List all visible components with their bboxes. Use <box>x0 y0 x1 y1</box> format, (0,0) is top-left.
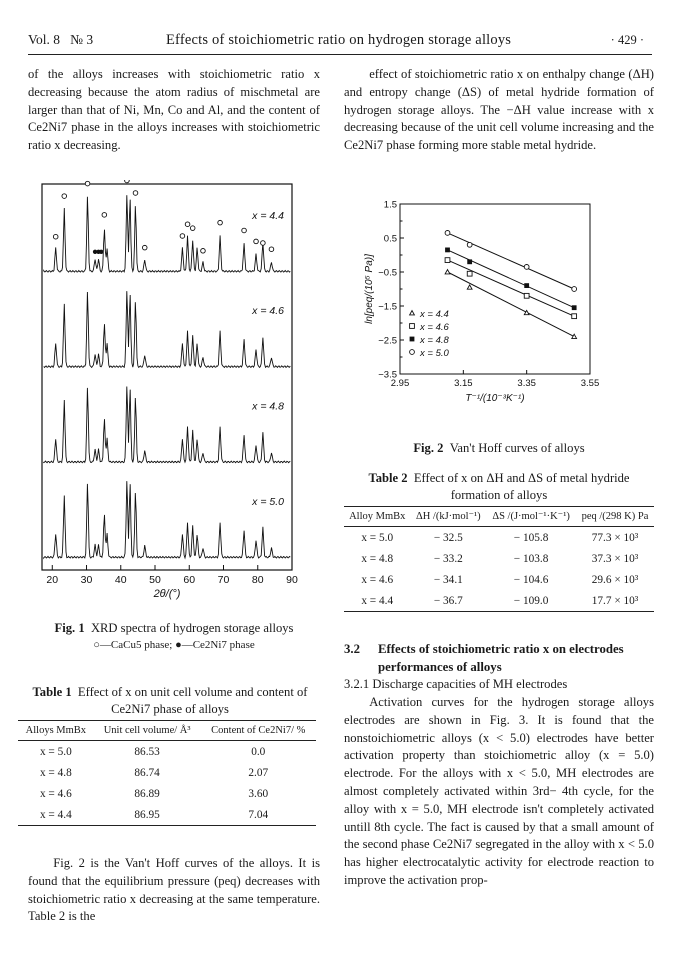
cacu5-phase-marker <box>133 191 138 196</box>
t2-header: Alloy MmBx <box>344 507 410 527</box>
xrd-spectra-figure <box>30 180 310 600</box>
data-point-open-circle <box>524 265 529 270</box>
y-tick-label: −3.5 <box>378 369 397 381</box>
data-point-filled-square <box>445 248 450 253</box>
section-heading: 3.2 Effects of stoichiometric ratio x on electrodes performances of alloys <box>344 642 624 674</box>
xrd-x-tick-label: 20 <box>46 574 59 586</box>
legend-entry: x = 4.4 <box>420 309 449 320</box>
xrd-x-tick-label: 90 <box>286 574 298 586</box>
table2 <box>344 506 654 612</box>
cacu5-phase-marker <box>218 220 223 225</box>
cacu5-phase-marker <box>201 249 206 254</box>
cacu5-phase-marker <box>53 234 58 239</box>
y-tick-label: 0.5 <box>383 233 397 245</box>
cacu5-phase-marker <box>185 222 190 227</box>
data-point-open-square <box>445 258 450 263</box>
xrd-x-tick-label: 40 <box>114 574 127 586</box>
data-point-triangle <box>445 270 450 274</box>
table-row: x = 4.6 86.89 3.60 <box>39 787 269 800</box>
running-title: Effects of stoichiometric ratio on hydrogen storage alloys <box>166 32 512 48</box>
table-row: x = 4.4 − 36.7 − 109.0 17.7 × 10³ <box>344 590 654 612</box>
table-row: x = 4.6 − 34.1 − 104.6 29.6 × 10³ <box>361 573 639 586</box>
running-header <box>28 30 652 55</box>
t1-header: Alloys MmBx <box>18 721 94 741</box>
t1-header: Content of Ce2Ni7/ % <box>201 721 316 741</box>
data-point-open-square <box>524 293 529 298</box>
cacu5-phase-marker <box>242 228 247 233</box>
cacu5-phase-marker <box>269 247 274 252</box>
xrd-trace-label: x = 5.0 <box>252 495 284 508</box>
legend-entry: x = 4.6 <box>420 322 449 333</box>
series-line <box>448 250 575 308</box>
xrd-x-axis-label: 2θ/(°) <box>153 588 181 600</box>
left-column-bottom-text: Fig. 2 is the Van't Hoff curves of the alloys. It is found that the equilibrium pressure (peq) decreases with stoichiometric ratio x decreasing at the same temperature. Table 2 is the <box>28 856 320 924</box>
right-column-bottom-text: Activation curves for the hydrogen storage alloys electrodes are shown in Fig. 3. It is found that the nonstoichiometric alloys (x < 5.0) electrodes have better activation property than stoichiometric alloy (x = 5.0) electrode. For the alloys with x < 5.0, MH electrodes are almost completely activated within 3rd− 4th cycle, for the alloy with x = 5.0, MH electrode isn't completely activated untill 8th cycle. The fact is caused by that a small amount of the second phase Ce2Ni7 segregated in the alloy with x < 5.0 has higher electrocatalytic activity for electrode reaction to improve the activation prop- <box>344 695 654 887</box>
data-point-filled-square <box>410 337 415 342</box>
volume-issue: Vol. 8 № 3 <box>28 32 94 47</box>
xrd-x-tick-label: 60 <box>183 574 196 586</box>
cacu5-phase-marker <box>142 245 147 250</box>
xrd-trace <box>44 481 291 558</box>
series-line <box>448 272 575 337</box>
cacu5-phase-marker <box>125 180 130 183</box>
table-row: x = 5.0 − 32.5 − 105.8 77.3 × 10³ <box>361 531 639 544</box>
table1-caption: Table 1 Effect of x on unit cell volume and content of Ce2Ni7 phase of alloys <box>32 685 308 716</box>
page-number: · 429 · <box>610 33 644 47</box>
table1 <box>18 720 316 826</box>
fig1-phase-legend: ○—CaCu5 phase; ●—Ce2Ni7 phase <box>93 639 255 651</box>
vant-hoff-chart <box>360 190 600 415</box>
data-point-filled-square <box>467 259 472 264</box>
cacu5-phase-marker <box>254 239 259 244</box>
x-tick-label: 3.35 <box>517 378 536 389</box>
t2-header: peq /(298 K) Pa <box>576 507 654 527</box>
legend-entry: x = 5.0 <box>420 348 449 359</box>
table-row: x = 5.0 86.53 0.0 <box>39 745 266 758</box>
xrd-trace-label: x = 4.8 <box>252 400 284 413</box>
xrd-x-tick-label: 30 <box>80 574 93 586</box>
data-point-triangle <box>572 334 577 338</box>
xrd-trace <box>44 291 291 367</box>
xrd-trace-label: x = 4.6 <box>252 305 284 318</box>
xrd-trace-label: x = 4.4 <box>252 209 284 222</box>
data-point-open-circle <box>445 231 450 236</box>
legend-entry: x = 4.8 <box>420 335 449 346</box>
data-point-open-circle <box>410 350 415 355</box>
y-tick-label: 1.5 <box>383 199 397 211</box>
data-point-open-circle <box>467 242 472 247</box>
cacu5-phase-marker <box>190 226 195 231</box>
cacu5-phase-marker <box>62 194 67 199</box>
data-point-triangle <box>410 311 415 315</box>
data-point-filled-square <box>572 305 577 310</box>
fig1-caption: Fig. 1 XRD spectra of hydrogen storage alloys ○—CaCu5 phase; ●—Ce2Ni7 phase <box>28 620 320 654</box>
data-point-open-square <box>467 271 472 276</box>
y-tick-label: −2.5 <box>378 335 397 347</box>
x-tick-label: 3.55 <box>580 378 600 389</box>
fig2-caption: Fig. 2 Van't Hoff curves of alloys <box>413 441 585 455</box>
table-row: x = 4.4 86.95 7.04 <box>18 804 316 826</box>
y-tick-label: −1.5 <box>378 301 397 313</box>
data-point-open-square <box>572 314 577 319</box>
t2-header: ΔS /(J·mol⁻¹·K⁻¹) <box>486 507 576 527</box>
xrd-trace <box>44 195 291 272</box>
t2-header: ΔH /(kJ·mol⁻¹) <box>410 507 486 527</box>
data-point-filled-square <box>524 283 529 288</box>
data-point-triangle <box>467 285 472 289</box>
xrd-x-tick-label: 70 <box>217 574 230 586</box>
xrd-trace <box>44 387 291 463</box>
table-row: x = 4.8 − 33.2 − 103.8 37.3 × 10³ <box>361 552 639 565</box>
right-column-top-text: effect of stoichiometric ratio x on enthalpy change (ΔH) and entropy change (ΔS) of metal hydride formation of hydrogen storage alloys. The −ΔH value increase with x decreasing because of the unit cell volume increasing and the Ce2Ni7 phase forming more stable metal hydride. <box>344 67 654 153</box>
xrd-x-tick-label: 50 <box>149 574 161 586</box>
ce2ni7-phase-marker <box>99 250 103 254</box>
t1-header: Unit cell volume/ Å³ <box>94 721 201 741</box>
table2-caption: Table 2 Effect of x on ΔH and ΔS of metal hydride formation of alloys <box>368 471 630 502</box>
subsection-heading: 3.2.1 Discharge capacities of MH electrodes <box>344 677 568 691</box>
data-point-open-circle <box>572 287 577 292</box>
table-row: x = 4.8 86.74 2.07 <box>39 766 269 779</box>
series-line <box>448 260 575 316</box>
x-axis-label: T⁻¹/(10⁻³K⁻¹) <box>465 393 525 404</box>
cacu5-phase-marker <box>102 213 107 218</box>
cacu5-phase-marker <box>180 234 185 239</box>
series-line <box>448 233 575 289</box>
x-tick-label: 2.95 <box>390 378 410 389</box>
y-tick-label: −0.5 <box>378 267 397 279</box>
data-point-open-square <box>410 324 415 329</box>
y-axis-label: ln[peq/(10⁵ Pa)] <box>364 254 375 324</box>
xrd-x-tick-label: 80 <box>251 574 264 586</box>
left-column-top-text: of the alloys increases with stoichiometric ratio x decreasing because the atom radius of mischmetal are larger than that of Ni, Mn, Co and Al, and the content of Ce2Ni7 phase in the alloys increases with stoichiometric ratio x decreasing. <box>28 67 320 153</box>
cacu5-phase-marker <box>261 241 266 246</box>
x-tick-label: 3.15 <box>454 378 473 389</box>
cacu5-phase-marker <box>85 181 90 186</box>
